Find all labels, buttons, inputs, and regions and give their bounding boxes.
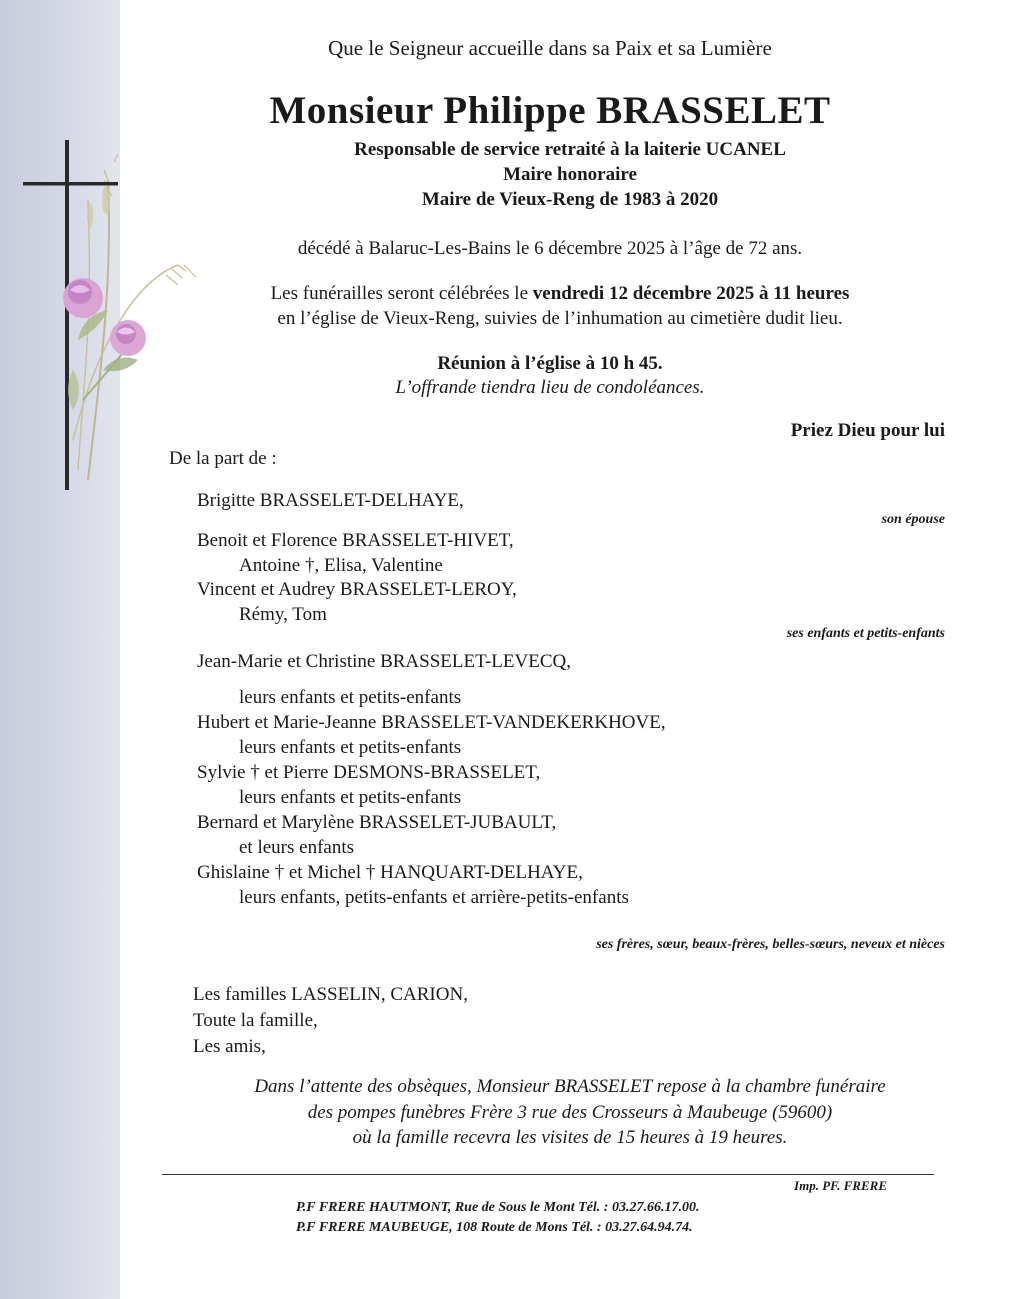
funeral-prefix: Les funérailles seront célébrées le bbox=[270, 283, 533, 304]
footer-address: P.F FRERE HAUTMONT, Rue de Sous le Mont Tél. : 03.27.66.17.00. bbox=[296, 1200, 700, 1215]
cross-icon bbox=[65, 140, 69, 490]
family-line: Benoit et Florence BRASSELET-HIVET, bbox=[197, 530, 514, 551]
family-line: leurs enfants, petits-enfants et arrière-petits-enfants bbox=[239, 887, 629, 908]
funeral-line-2: en l’église de Vieux-Reng, suivies de l’inhumation au cimetière dudit lieu. bbox=[277, 308, 843, 329]
title-line: Maire honoraire bbox=[503, 164, 637, 185]
family-line: Jean-Marie et Christine BRASSELET-LEVECQ, bbox=[197, 651, 571, 672]
from-label: De la part de : bbox=[169, 448, 277, 469]
family-line: Rémy, Tom bbox=[239, 604, 327, 625]
printer-credit: Imp. PF. FRERE bbox=[794, 1178, 887, 1193]
footer-divider bbox=[162, 1174, 934, 1175]
funeral-line-1 bbox=[120, 283, 1000, 305]
family-line: Toute la famille, bbox=[193, 1010, 318, 1031]
offering-note: L’offrande tiendra lieu de condoléances. bbox=[395, 377, 705, 398]
family-line: leurs enfants et petits-enfants bbox=[239, 787, 462, 808]
spouse-caption: son épouse bbox=[881, 512, 945, 527]
deceased-name: Monsieur Philippe BRASSELET bbox=[269, 89, 831, 132]
family-line: Bernard et Marylène BRASSELET-JUBAULT, bbox=[197, 812, 557, 833]
siblings-caption: ses frères, sœur, beaux-frères, belles-sœurs, neveux et nièces bbox=[596, 937, 945, 952]
children-caption: ses enfants et petits-enfants bbox=[786, 626, 945, 641]
family-line: Antoine †, Elisa, Valentine bbox=[239, 555, 443, 576]
prayer-line: Priez Dieu pour lui bbox=[790, 420, 945, 441]
death-notice: décédé à Balaruc-Les-Bains le 6 décembre 2025 à l’âge de 72 ans. bbox=[297, 238, 803, 259]
family-line: Hubert et Marie-Jeanne BRASSELET-VANDEKERKHOVE, bbox=[197, 712, 666, 733]
footer-address: P.F FRERE MAUBEUGE, 108 Route de Mons Tél. : 03.27.64.94.74. bbox=[296, 1220, 693, 1235]
funeral-date-time: vendredi 12 décembre 2025 à 11 heures bbox=[532, 283, 850, 304]
visitation-line: où la famille recevra les visites de 15 heures à 19 heures. bbox=[352, 1127, 788, 1148]
family-line: Sylvie † et Pierre DESMONS-BRASSELET, bbox=[197, 762, 541, 783]
family-line: Les amis, bbox=[193, 1036, 266, 1057]
family-line: leurs enfants et petits-enfants bbox=[239, 737, 462, 758]
blessing-text: Que le Seigneur accueille dans sa Paix et sa Lumière bbox=[328, 36, 772, 60]
family-line: Les familles LASSELIN, CARION, bbox=[193, 984, 468, 1005]
family-line: Vincent et Audrey BRASSELET-LEROY, bbox=[197, 579, 517, 600]
family-line: et leurs enfants bbox=[239, 837, 355, 858]
church-meeting: Réunion à l’église à 10 h 45. bbox=[437, 353, 663, 374]
spouse-name: Brigitte BRASSELET-DELHAYE, bbox=[197, 490, 464, 511]
family-line: leurs enfants et petits-enfants bbox=[239, 687, 462, 708]
visitation-line: des pompes funèbres Frère 3 rue des Crosseurs à Maubeuge (59600) bbox=[307, 1102, 833, 1123]
visitation-line: Dans l’attente des obsèques, Monsieur BRASSELET repose à la chambre funéraire bbox=[254, 1076, 886, 1097]
title-line: Responsable de service retraité à la laiterie UCANEL bbox=[354, 139, 786, 160]
family-line: Ghislaine † et Michel † HANQUART-DELHAYE, bbox=[197, 862, 583, 883]
title-line: Maire de Vieux-Reng de 1983 à 2020 bbox=[421, 189, 719, 210]
